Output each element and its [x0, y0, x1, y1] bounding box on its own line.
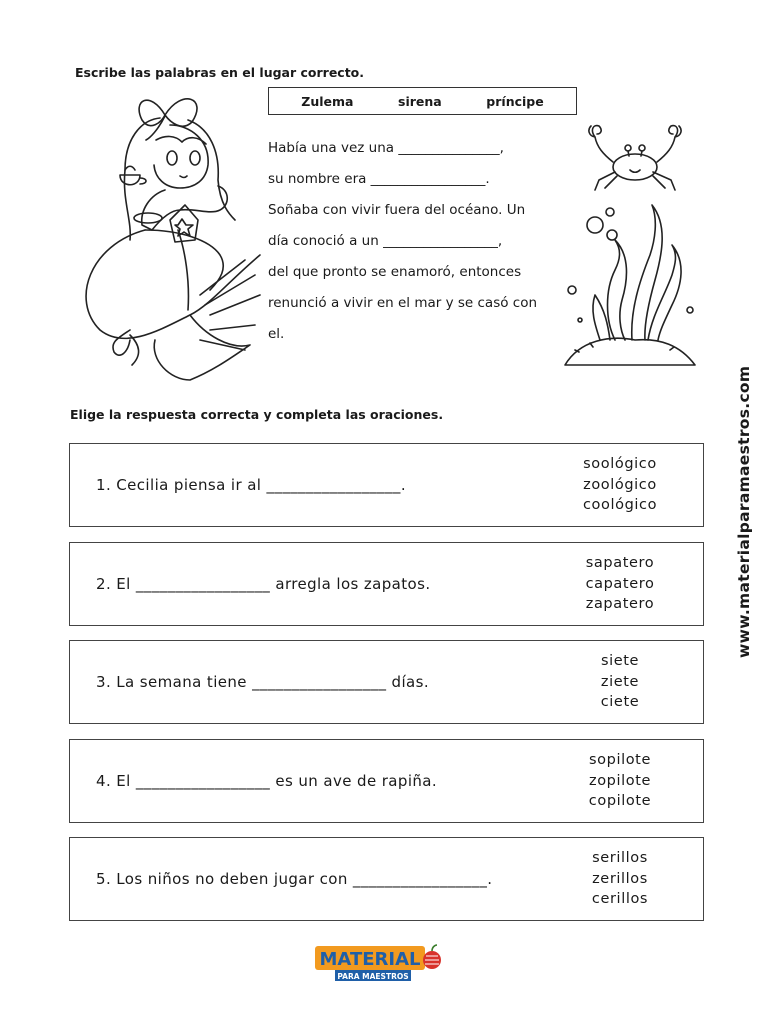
- instruction-1: Escribe las palabras en el lugar correcto.: [75, 65, 365, 80]
- answer-option: sopilote: [589, 752, 651, 768]
- logo-title: MATERIAL: [319, 949, 421, 970]
- word-bank-item: Zulema: [301, 93, 354, 109]
- answer-option: cerillos: [591, 891, 649, 907]
- answer-option: zoológico: [583, 476, 657, 493]
- answer-option: coológico: [582, 497, 658, 513]
- answer-option: serillos: [592, 850, 648, 866]
- answer-option: copilote: [588, 793, 652, 809]
- answer-option: zapatero: [585, 596, 655, 612]
- seaweed-illustration: [560, 200, 700, 370]
- answer-option: soológico: [583, 456, 657, 472]
- material-para-maestros-logo: [313, 940, 443, 984]
- word-bank: [268, 87, 577, 115]
- story-line: del que pronto se enamoró, entonces: [268, 264, 522, 280]
- answer-option: ziete: [600, 673, 640, 690]
- side-url: www.materialparamaestros.com: [735, 365, 753, 658]
- mermaid-illustration: [70, 80, 270, 390]
- answer-option: siete: [600, 653, 640, 669]
- word-bank-item: sirena: [398, 93, 442, 109]
- answer-options: [565, 553, 675, 615]
- story-line: renunció a vivir en el mar y se casó con: [268, 295, 538, 311]
- story-line: día conoció a un _________________,: [268, 233, 503, 249]
- question-box-3: [69, 640, 704, 724]
- story-paragraph: [268, 133, 568, 350]
- logo-subtitle: PARA MAESTROS: [337, 972, 409, 981]
- instruction-2: Elige la respuesta correcta y completa las oraciones.: [70, 407, 444, 422]
- answer-option: zerillos: [592, 870, 648, 887]
- question-box-1: [69, 443, 704, 527]
- answer-option: ciete: [600, 694, 640, 710]
- story-line: Había una vez una _______________,: [268, 140, 504, 156]
- question-box-5: [69, 837, 704, 921]
- answer-option: sapatero: [585, 555, 655, 571]
- story-line: su nombre era _________________.: [268, 171, 490, 187]
- crab-illustration: [585, 122, 685, 197]
- answer-options: [565, 848, 675, 910]
- story-line: el.: [268, 326, 285, 342]
- question-text: 5. Los niños no deben jugar con _________________.: [96, 870, 493, 888]
- answer-option: zopilote: [588, 772, 652, 789]
- answer-option: capatero: [585, 575, 655, 592]
- question-text: 2. El _________________ arregla los zapatos.: [96, 575, 431, 593]
- answer-options: [565, 651, 675, 713]
- question-box-2: [69, 542, 704, 626]
- question-box-4: [69, 739, 704, 823]
- question-text: 3. La semana tiene _________________ días.: [96, 673, 430, 691]
- question-text: 1. Cecilia piensa ir al _________________.: [96, 476, 406, 494]
- word-bank-item: príncipe: [486, 93, 544, 109]
- answer-options: [565, 750, 675, 812]
- question-text: 4. El _________________ es un ave de rapiña.: [96, 772, 438, 790]
- story-line: Soñaba con vivir fuera del océano. Un: [268, 202, 526, 218]
- answer-options: [565, 454, 675, 516]
